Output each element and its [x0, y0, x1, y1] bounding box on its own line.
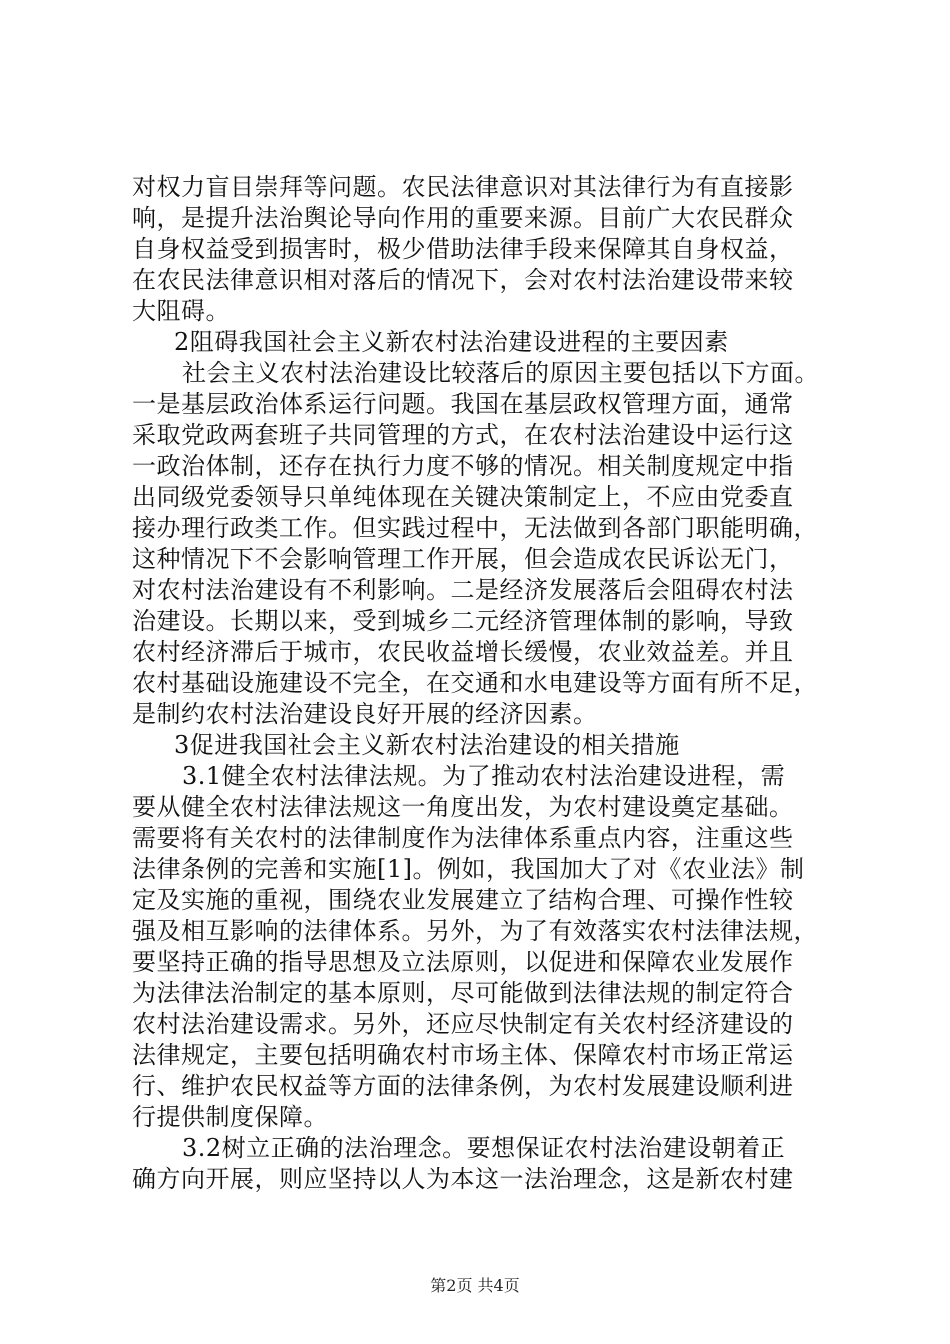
- text-line: 一是基层政治体系运行问题。我国在基层政权管理方面，通常: [132, 390, 794, 418]
- text-line: 在农民法律意识相对落后的情况下，会对农村法治建设带来较: [132, 266, 794, 294]
- document-body: [132, 172, 832, 1195]
- text-line: 这种情况下不会影响管理工作开展，但会造成农民诉讼无门，: [132, 545, 794, 573]
- subsection-3-1: 3.1健全农村法律法规。为了推动农村法治建设进程，需: [182, 762, 786, 790]
- text-line: 一政治体制，还存在执行力度不够的情况。相关制度规定中指: [132, 452, 794, 480]
- text-line: 治建设。长期以来，受到城乡二元经济管理体制的影响，导致: [132, 607, 794, 635]
- text-line: 对权力盲目崇拜等问题。农民法律意识对其法律行为有直接影: [132, 173, 794, 201]
- page-footer: 第2页 共4页: [430, 1276, 520, 1295]
- section-heading-2: 2阻碍我国社会主义新农村法治建设进程的主要因素: [174, 328, 729, 356]
- text-line: 大阻碍。: [132, 297, 230, 325]
- text-line: 是制约农村法治建设良好开展的经济因素。: [132, 700, 598, 728]
- text-line: 农村法治建设需求。另外，还应尽快制定有关农村经济建设的: [132, 1010, 794, 1038]
- text-line: 自身权益受到损害时，极少借助法律手段来保障其自身权益，: [132, 235, 794, 263]
- subsection-3-2: 3.2树立正确的法治理念。要想保证农村法治建设朝着正: [182, 1134, 786, 1162]
- paragraph-start: 社会主义农村法治建设比较落后的原因主要包括以下方面。: [182, 359, 819, 387]
- section-heading-3: 3促进我国社会主义新农村法治建设的相关措施: [174, 731, 680, 759]
- text-line: 要坚持正确的指导思想及立法原则，以促进和保障农业发展作: [132, 948, 794, 976]
- text-line: 法律条例的完善和实施[1]。例如，我国加大了对《农业法》制: [132, 855, 805, 883]
- text-line: 要从健全农村法律法规这一角度出发，为农村建设奠定基础。: [132, 793, 794, 821]
- text-line: 采取党政两套班子共同管理的方式，在农村法治建设中运行这: [132, 421, 794, 449]
- text-line: 响，是提升法治舆论导向作用的重要来源。目前广大农民群众: [132, 204, 794, 232]
- text-line: 农村经济滞后于城市，农民收益增长缓慢，农业效益差。并且: [132, 638, 794, 666]
- text-line: 定及实施的重视，围绕农业发展建立了结构合理、可操作性较: [132, 886, 794, 914]
- text-line: 农村基础设施建设不完全，在交通和水电建设等方面有所不足，: [132, 669, 818, 697]
- text-line: 法律规定，主要包括明确农村市场主体、保障农村市场正常运: [132, 1041, 794, 1069]
- text-line: 强及相互影响的法律体系。另外，为了有效落实农村法律法规，: [132, 917, 818, 945]
- text-line: 行提供制度保障。: [132, 1103, 328, 1131]
- text-line: 出同级党委领导只单纯体现在关键决策制定上，不应由党委直: [132, 483, 794, 511]
- text-line: 对农村法治建设有不利影响。二是经济发展落后会阻碍农村法: [132, 576, 794, 604]
- text-line: 接办理行政类工作。但实践过程中，无法做到各部门职能明确，: [132, 514, 818, 542]
- text-line: 确方向开展，则应坚持以人为本这一法治理念，这是新农村建: [132, 1165, 794, 1193]
- text-line: 需要将有关农村的法律制度作为法律体系重点内容，注重这些: [132, 824, 794, 852]
- text-line: 行、维护农民权益等方面的法律条例，为农村发展建设顺利进: [132, 1072, 794, 1100]
- text-line: 为法律法治制定的基本原则，尽可能做到法律法规的制定符合: [132, 979, 794, 1007]
